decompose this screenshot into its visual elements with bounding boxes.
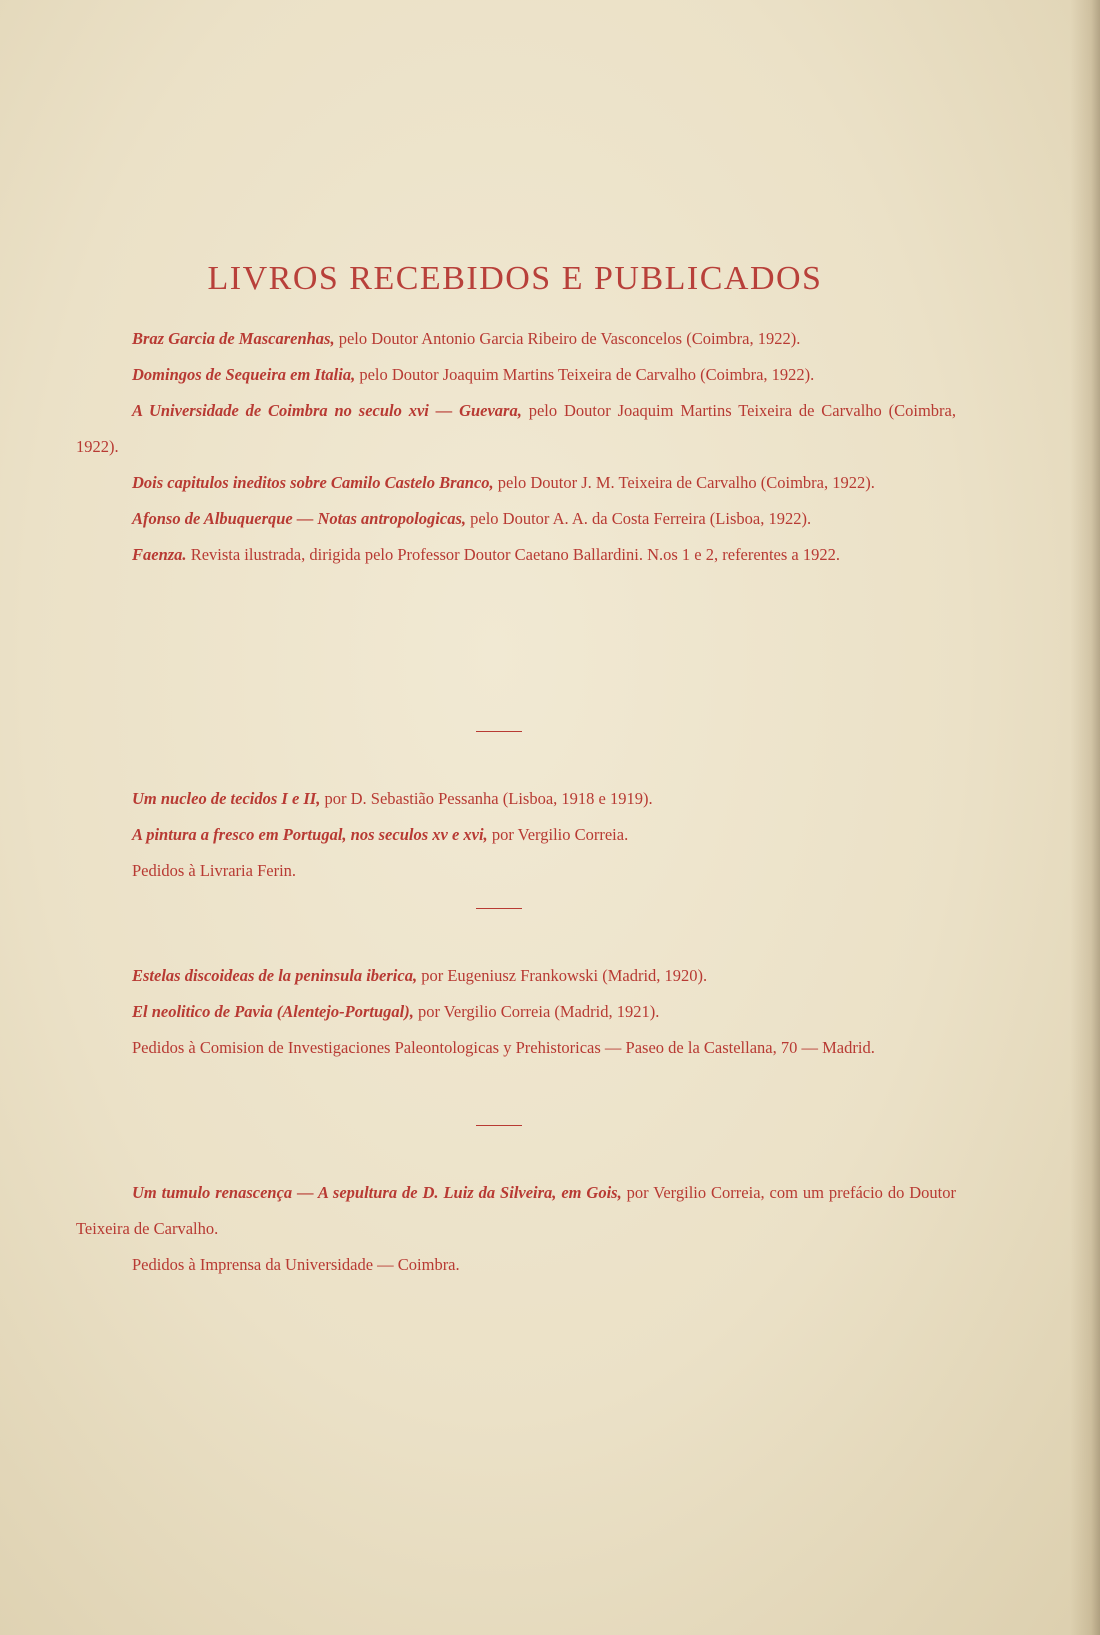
order-note: Pedidos à Comision de Investigaciones Paleontologicas y Prehistoricas — Paseo de la Castellana, 70 — Madrid. (132, 1038, 875, 1057)
book-details: pelo Doutor Antonio Garcia Ribeiro de Vasconcelos (Coimbra, 1922). (334, 329, 801, 348)
list-item (76, 817, 956, 853)
received-books-list (76, 321, 956, 573)
book-details: pelo Doutor A. A. da Costa Ferreira (Lisboa, 1922). (466, 509, 812, 528)
book-details: pelo Doutor Joaquim Martins Teixeira de Carvalho (Coimbra, 1922). (355, 365, 815, 384)
book-title: Braz Garcia de Mascarenhas, (132, 329, 335, 348)
list-item (76, 994, 956, 1030)
book-details: por Vergilio Correia. (487, 825, 629, 844)
book-details: por Eugeniusz Frankowski (Madrid, 1920). (417, 966, 708, 985)
book-title: Um tumulo renascença — A sepultura de D. Luiz da Silveira, em Gois, (132, 1183, 622, 1202)
list-item (76, 1175, 956, 1247)
book-title: Faenza. (132, 545, 187, 564)
book-title: A pintura a fresco em Portugal, nos seculos xv e xvi, (132, 825, 488, 844)
order-note: Pedidos à Imprensa da Universidade — Coimbra. (132, 1255, 460, 1274)
book-title: El neolitico de Pavia (Alentejo-Portugal), (132, 1002, 414, 1021)
book-title: Afonso de Albuquerque — Notas antropologicas, (132, 509, 467, 528)
list-item (76, 321, 956, 357)
list-item (76, 781, 956, 817)
book-details: Revista ilustrada, dirigida pelo Professor Doutor Caetano Ballardini. N.os 1 e 2, referentes a 1922. (186, 545, 840, 564)
book-title: Dois capitulos ineditos sobre Camilo Castelo Branco, (132, 473, 494, 492)
book-title: Domingos de Sequeira em Italia, (132, 365, 356, 384)
book-title: Estelas discoideas de la peninsula iberica, (132, 966, 418, 985)
list-item (76, 357, 956, 393)
book-details: pelo Doutor J. M. Teixeira de Carvalho (Coimbra, 1922). (493, 473, 875, 492)
book-details: pelo Doutor Joaquim Martins Teixeira de Carvalho (Coimbra, 1922). (76, 401, 956, 456)
page-edge-shadow (1070, 0, 1100, 1635)
list-item (76, 465, 956, 501)
list-item (76, 958, 956, 994)
book-title: A Universidade de Coimbra no seculo xvi — Guevara, (132, 401, 522, 420)
list-item (76, 537, 956, 573)
madrid-books-list (76, 958, 956, 1066)
book-details: por D. Sebastião Pessanha (Lisboa, 1918 e 1919). (320, 789, 653, 808)
section-divider (476, 908, 522, 909)
order-note: Pedidos à Livraria Ferin. (132, 861, 297, 880)
list-item (76, 393, 956, 465)
book-details: por Vergilio Correia (Madrid, 1921). (413, 1002, 660, 1021)
page-title: LIVROS RECEBIDOS E PUBLICADOS (207, 259, 823, 297)
book-title: Um nucleo de tecidos I e II, (132, 789, 321, 808)
ferin-books-list (76, 781, 956, 889)
list-item (76, 501, 956, 537)
section-divider (476, 1125, 522, 1126)
book-details: por Vergilio Correia, com um prefácio do Doutor Teixeira de Carvalho. (76, 1183, 957, 1238)
coimbra-books-list (76, 1175, 956, 1283)
section-divider (476, 731, 522, 732)
